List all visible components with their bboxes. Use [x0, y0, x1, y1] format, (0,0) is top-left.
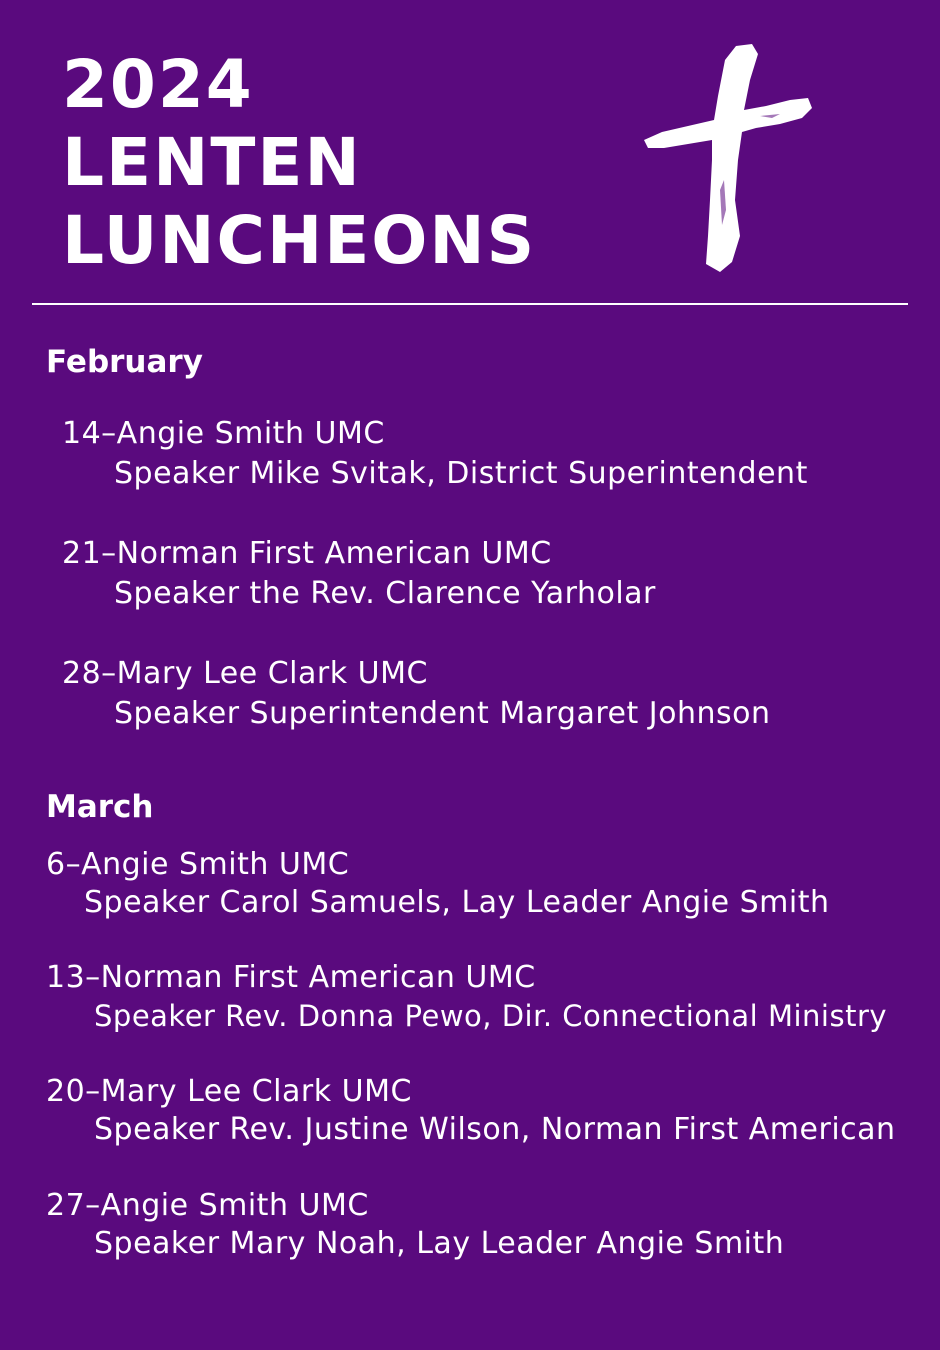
list-item [46, 959, 887, 1035]
event-speaker: Speaker the Rev. Clarence Yarholar [114, 576, 656, 611]
event-date-location: 6–Angie Smith UMC [46, 847, 350, 882]
event-speaker: Speaker Rev. Donna Pewo, Dir. Connectional Ministry [94, 999, 888, 1033]
event-speaker: Speaker Carol Samuels, Lay Leader Angie Smith [84, 885, 830, 920]
event-date-location: 21–Norman First American UMC [62, 536, 552, 571]
event-speaker: Speaker Superintendent Margaret Johnson [114, 696, 771, 731]
list-item [46, 846, 830, 922]
event-date-location: 14–Angie Smith UMC [62, 416, 385, 451]
list-item [46, 1187, 784, 1263]
event-speaker: Speaker Mike Svitak, District Superintendent [114, 456, 808, 491]
february-heading: February [46, 344, 203, 380]
title-year: 2024 [62, 46, 254, 123]
page-title [62, 46, 536, 280]
event-date-location: 20–Mary Lee Clark UMC [46, 1074, 412, 1109]
list-item [62, 654, 771, 734]
divider [32, 303, 908, 305]
list-item [62, 534, 656, 614]
event-speaker: Speaker Rev. Justine Wilson, Norman First American [94, 1112, 896, 1147]
title-luncheons: LUNCHEONS [62, 202, 537, 279]
title-lenten: LENTEN [62, 124, 362, 201]
event-date-location: 13–Norman First American UMC [46, 960, 536, 995]
list-item [62, 414, 808, 494]
event-speaker: Speaker Mary Noah, Lay Leader Angie Smith [94, 1226, 785, 1261]
march-heading: March [46, 789, 154, 825]
event-date-location: 27–Angie Smith UMC [46, 1188, 369, 1223]
cross-icon [640, 40, 820, 275]
event-date-location: 28–Mary Lee Clark UMC [62, 656, 428, 691]
list-item [46, 1073, 896, 1149]
